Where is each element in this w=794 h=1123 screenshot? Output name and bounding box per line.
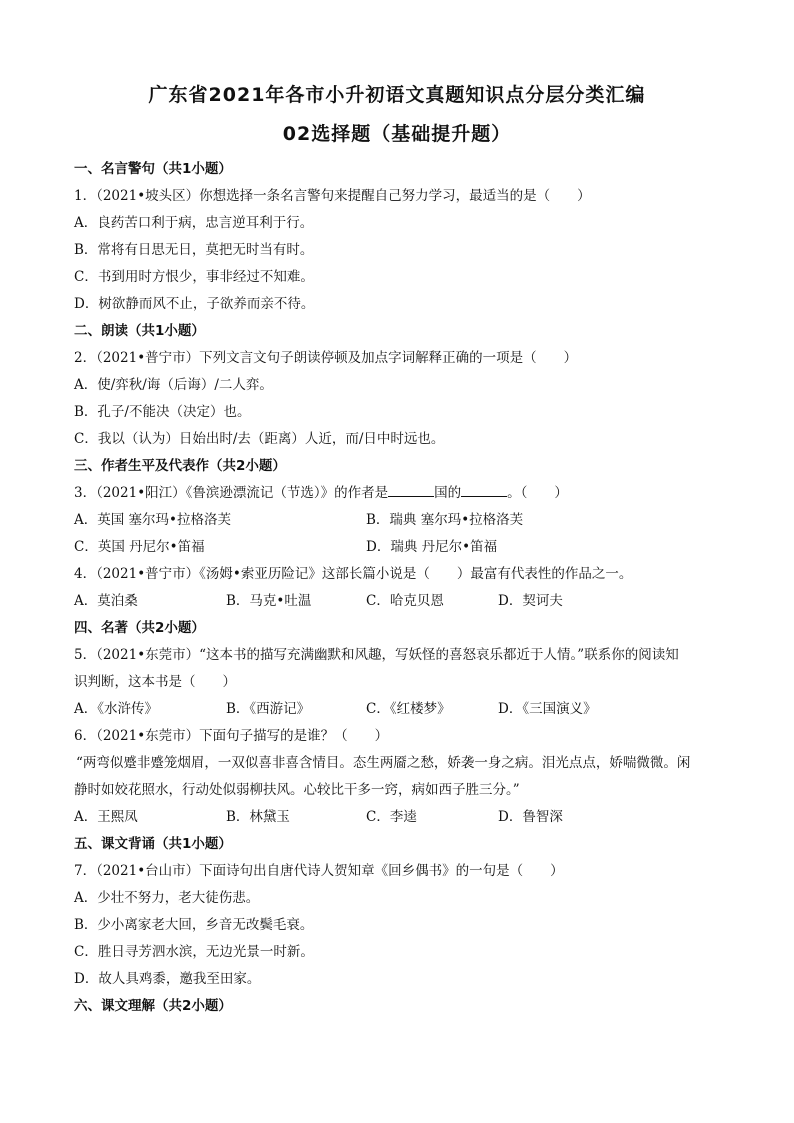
answer-blank-1	[388, 484, 434, 497]
question-1-stem: 1．（2021•坡头区）你想选择一条名言警句来提醒自己努力学习，最适当的是（ ）	[74, 188, 591, 204]
question-3-option-c: C．英国 丹尼尔•笛福	[74, 539, 205, 555]
question-3-option-a: A．英国 塞尔玛•拉格洛芙	[74, 512, 232, 528]
question-5-stem-line-1: 5．（2021•东莞市）“这本书的描写充满幽默和风趣，写妖怪的喜怒哀乐都近于人情。”联系你的阅读知	[74, 647, 679, 663]
question-6-stem: 6．（2021•东莞市）下面句子描写的是谁？（ ）	[74, 728, 389, 744]
question-2-option-a: A．使/弈秋/诲（后诲）/二人弈。	[74, 377, 273, 393]
question-7-stem: 7．（2021•台山市）下面诗句出自唐代诗人贺知章《回乡偶书》的一句是（ ）	[74, 863, 564, 879]
question-6-option-c: C．李逵	[366, 809, 417, 825]
section-heading-1: 一、名言警句（共1小题）	[74, 161, 232, 177]
question-2-stem: 2．（2021•普宁市）下列文言文句子朗读停顿及加点字词解释正确的一项是（ ）	[74, 350, 578, 366]
question-6-quote-line-1: “两弯似蹙非蹙笼烟眉，一双似喜非喜含情目。态生两靥之愁，娇袭一身之病。泪光点点，娇喘微微。闲	[76, 755, 691, 771]
answer-blank-2	[461, 484, 507, 497]
question-3-stem-part-3: 。（ ）	[507, 485, 568, 501]
question-1-option-a: A．良药苦口利于病，忠言逆耳利于行。	[74, 215, 314, 231]
question-5-option-b: B．《西游记》	[226, 701, 311, 717]
question-6-quote-line-2: 静时如姣花照水，行动处似弱柳扶风。心较比干多一窍，病如西子胜三分。”	[74, 782, 520, 798]
question-4-option-b: B．马克•吐温	[226, 593, 312, 609]
section-heading-4: 四、名著（共2小题）	[74, 620, 205, 636]
question-4-option-a: A．莫泊桑	[74, 593, 138, 609]
question-1-option-b: B．常将有日思无日，莫把无时当有时。	[74, 242, 314, 258]
question-3-stem	[74, 484, 568, 502]
question-2-option-b: B．孔子/不能决（决定）也。	[74, 404, 251, 420]
question-7-option-a: A．少壮不努力，老大徒伤悲。	[74, 890, 260, 906]
question-3-stem-part-1: 3．（2021•阳江）《鲁滨逊漂流记（节选）》的作者是	[74, 485, 389, 501]
question-2-option-c: C．我以（认为）日始出时/去（距离）人近，而/日中时远也。	[74, 431, 445, 447]
question-6-option-a: A．王熙凤	[74, 809, 138, 825]
question-7-option-c: C．胜日寻芳泗水滨，无边光景一时新。	[74, 944, 314, 960]
section-heading-6: 六、课文理解（共2小题）	[74, 998, 232, 1014]
question-4-option-d: D．契诃夫	[498, 593, 563, 609]
question-6-option-b: B．林黛玉	[226, 809, 290, 825]
question-3-stem-part-2: 国的	[434, 485, 462, 501]
question-5-option-c: C．《红楼梦》	[366, 701, 451, 717]
question-7-option-d: D．故人具鸡黍，邀我至田家。	[74, 971, 261, 987]
question-7-option-b: B．少小离家老大回，乡音无改鬓毛衰。	[74, 917, 314, 933]
question-5-option-d: D．《三国演义》	[498, 701, 597, 717]
question-1-option-d: D．树欲静而风不止，子欲养而亲不待。	[74, 296, 315, 312]
question-3-option-d: D．瑞典 丹尼尔•笛福	[366, 539, 498, 555]
question-4-option-c: C．哈克贝恩	[366, 593, 444, 609]
question-1-option-c: C．书到用时方恨少，事非经过不知难。	[74, 269, 314, 285]
question-5-stem-line-2: 识判断，这本书是（ ）	[74, 674, 236, 690]
section-heading-5: 五、课文背诵（共1小题）	[74, 836, 232, 852]
document-subtitle: 02选择题（基础提升题）	[282, 123, 512, 145]
question-4-stem: 4．（2021•普宁市）《汤姆•索亚历险记》这部长篇小说是（ ）最富有代表性的作品之一。	[74, 566, 633, 582]
question-6-option-d: D．鲁智深	[498, 809, 563, 825]
question-5-option-a: A．《水浒传》	[74, 701, 158, 717]
document-title: 广东省2021年各市小升初语文真题知识点分层分类汇编	[148, 84, 646, 106]
question-3-option-b: B．瑞典 塞尔玛•拉格洛芙	[366, 512, 524, 528]
section-heading-3: 三、作者生平及代表作（共2小题）	[74, 458, 286, 474]
section-heading-2: 二、朗读（共1小题）	[74, 323, 205, 339]
